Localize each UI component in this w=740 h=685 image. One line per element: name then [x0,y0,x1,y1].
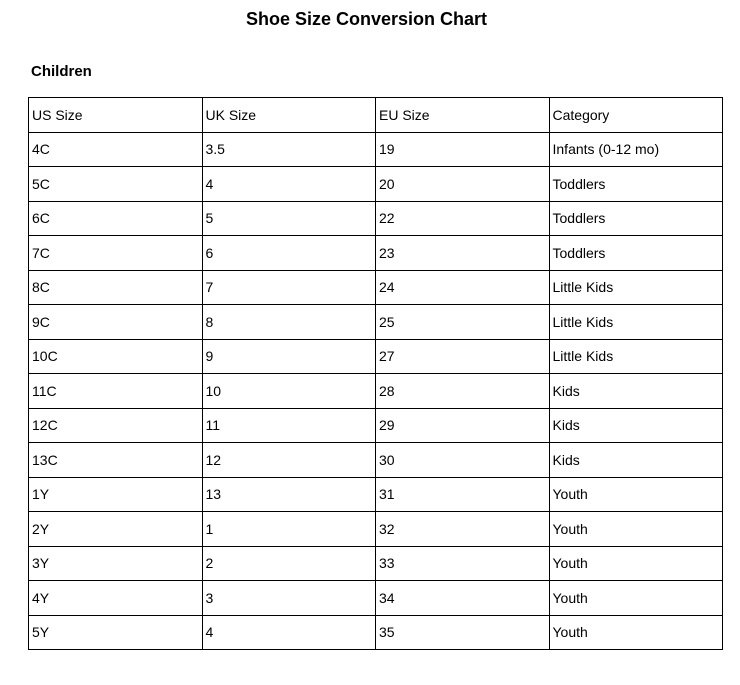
cell-eu-size: 19 [376,132,550,167]
cell-uk-size: 12 [202,443,376,478]
table-row [29,546,723,581]
cell-us-size: 1Y [29,477,203,512]
cell-eu-size: 23 [376,236,550,271]
table-row [29,132,723,167]
cell-category: Toddlers [549,201,723,236]
cell-uk-size: 11 [202,408,376,443]
cell-us-size: 4Y [29,581,203,616]
cell-category: Little Kids [549,305,723,340]
cell-us-size: 12C [29,408,203,443]
cell-category: Toddlers [549,236,723,271]
table-row [29,270,723,305]
cell-category: Youth [549,581,723,616]
cell-eu-size: 25 [376,305,550,340]
page-title: Shoe Size Conversion Chart [245,9,488,29]
cell-uk-size: 13 [202,477,376,512]
cell-us-size: 7C [29,236,203,271]
table-row [29,339,723,374]
table-row [29,236,723,271]
header-category: Category [549,98,723,133]
cell-category: Infants (0-12 mo) [549,132,723,167]
cell-us-size: 11C [29,374,203,409]
section-heading-children: Children [31,63,92,80]
cell-category: Little Kids [549,270,723,305]
cell-eu-size: 34 [376,581,550,616]
table-row [29,408,723,443]
cell-category: Youth [549,477,723,512]
cell-us-size: 6C [29,201,203,236]
cell-category: Little Kids [549,339,723,374]
cell-us-size: 10C [29,339,203,374]
table-row [29,305,723,340]
cell-uk-size: 4 [202,615,376,650]
cell-eu-size: 27 [376,339,550,374]
cell-category: Youth [549,615,723,650]
cell-eu-size: 29 [376,408,550,443]
table-row [29,581,723,616]
cell-eu-size: 31 [376,477,550,512]
table-row [29,477,723,512]
table-row [29,615,723,650]
cell-eu-size: 33 [376,546,550,581]
header-eu-size: EU Size [376,98,550,133]
cell-us-size: 2Y [29,512,203,547]
cell-eu-size: 22 [376,201,550,236]
cell-uk-size: 3.5 [202,132,376,167]
cell-us-size: 13C [29,443,203,478]
cell-eu-size: 28 [376,374,550,409]
cell-category: Kids [549,374,723,409]
header-uk-size: UK Size [202,98,376,133]
cell-category: Youth [549,512,723,547]
table-row [29,374,723,409]
cell-us-size: 5Y [29,615,203,650]
table-row [29,443,723,478]
table-row [29,201,723,236]
cell-category: Kids [549,443,723,478]
cell-category: Kids [549,408,723,443]
cell-uk-size: 10 [202,374,376,409]
cell-us-size: 9C [29,305,203,340]
table-row [29,512,723,547]
cell-us-size: 4C [29,132,203,167]
table-header [29,98,723,133]
cell-uk-size: 6 [202,236,376,271]
header-row [29,98,723,133]
cell-eu-size: 30 [376,443,550,478]
cell-uk-size: 3 [202,581,376,616]
cell-us-size: 8C [29,270,203,305]
cell-eu-size: 20 [376,167,550,202]
cell-category: Toddlers [549,167,723,202]
cell-eu-size: 35 [376,615,550,650]
cell-uk-size: 7 [202,270,376,305]
cell-uk-size: 4 [202,167,376,202]
cell-uk-size: 8 [202,305,376,340]
cell-us-size: 5C [29,167,203,202]
shoe-size-table [28,97,723,650]
cell-uk-size: 2 [202,546,376,581]
cell-uk-size: 1 [202,512,376,547]
cell-category: Youth [549,546,723,581]
cell-uk-size: 5 [202,201,376,236]
cell-eu-size: 32 [376,512,550,547]
table-row [29,167,723,202]
cell-eu-size: 24 [376,270,550,305]
cell-us-size: 3Y [29,546,203,581]
table-body [29,132,723,650]
header-us-size: US Size [29,98,203,133]
cell-uk-size: 9 [202,339,376,374]
